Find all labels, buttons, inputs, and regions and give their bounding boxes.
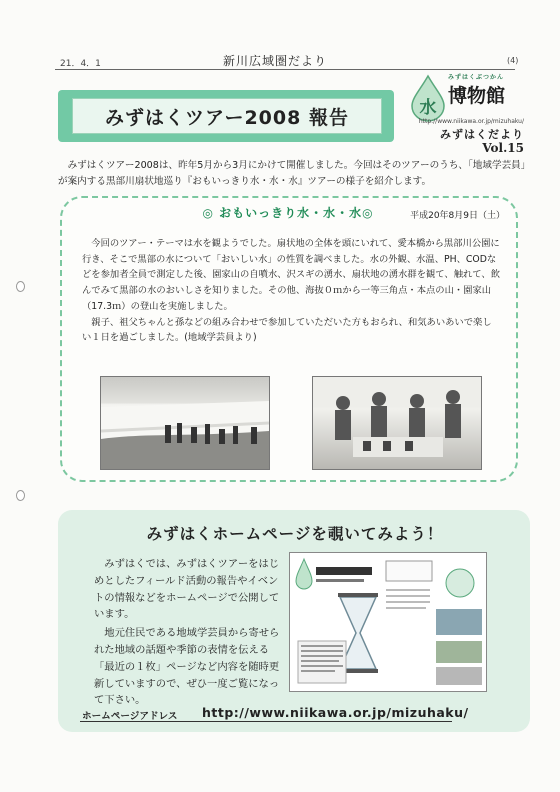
homepage-address-link[interactable]: http://www.niikawa.or.jp/mizuhaku/ xyxy=(202,705,469,720)
logo-name: 博物館 xyxy=(448,85,506,107)
water-drop-logo-icon xyxy=(408,74,448,122)
issue-date: 21．4．1 xyxy=(60,59,101,69)
tour-heading: ◎ おもいっきり水・水・水◎ xyxy=(202,206,374,220)
binder-hole xyxy=(16,490,25,501)
tour-paragraph: 親子、祖父ちゃんと孫などの組み合わせで参加していただいた方もおられ、和気あいあいで楽しい１日を過ごしました。(地域学芸員より) xyxy=(82,316,492,344)
newsletter-title: 新川広域圏だより xyxy=(222,54,327,68)
tour-body xyxy=(82,222,500,346)
binder-hole xyxy=(16,281,25,292)
website-screenshot xyxy=(289,552,487,692)
report-title: みずはくツアー2008 報告 xyxy=(72,98,382,134)
tour-paragraph: 今回のツアー・テーマは水を観ようでした。扇状地の全体を頭にいれて、愛本橋から黒部川公園に行き、そこで黒部の水について「おいしい水」の性質を調べました。水の外観、水温、PH、CODなどを参加者全員で測定した後、園家山の自噴水、沢スギの湧水、扇状地の湧水群を観て、触れて、飲んでみて黒部の水のおいしさを知りました。その他、海抜０ｍから一等三角点・本点の山・園家山（17.3ｍ）の登山を実施しました。 xyxy=(82,238,500,312)
header-divider xyxy=(55,69,515,70)
tour-date: 平成20年8月9日（土） xyxy=(410,211,505,221)
homepage-paragraph: 地元住民である地域学芸員から寄せられた地域の話題や季節の表情を伝える「最近の１枚」ページなど内容を随時更新していますので、ぜひ一度ご覧になって下さい。 xyxy=(94,627,280,707)
address-underline xyxy=(80,721,452,722)
report-banner xyxy=(58,90,394,142)
photo-riverbank-measuring xyxy=(100,376,270,470)
logo-kana: みずはくぶつかん xyxy=(448,74,505,81)
intro-paragraph: みずはくツアー2008は、昨年5月から3月にかけて開催しました。今回はそのツアーのうち、「地域学芸員」が案内する黒部川扇状地巡り『おもいっきり水・水・水』ツアーの様子を紹介します。 xyxy=(58,160,526,187)
volume-number: Vol.15 xyxy=(482,141,524,155)
homepage-body xyxy=(94,556,282,709)
homepage-address-label: ホームページアドレス xyxy=(82,711,178,722)
homepage-title: みずはくホームページを覗いてみよう！ xyxy=(146,525,444,543)
intro-text xyxy=(58,158,530,190)
photo-participants-testing xyxy=(312,376,482,470)
logo-drop-char: 水 xyxy=(419,98,437,118)
logo-url: http://www.niikawa.or.jp/mizuhaku/ xyxy=(418,118,524,125)
page-number: (4) xyxy=(507,56,519,65)
homepage-paragraph: みずはくでは、みずはくツアーをはじめとしたフィールド活動の報告やイベントの情報などをホームページで公開しています。 xyxy=(94,558,280,621)
series-name: みずはくだより xyxy=(440,128,524,141)
